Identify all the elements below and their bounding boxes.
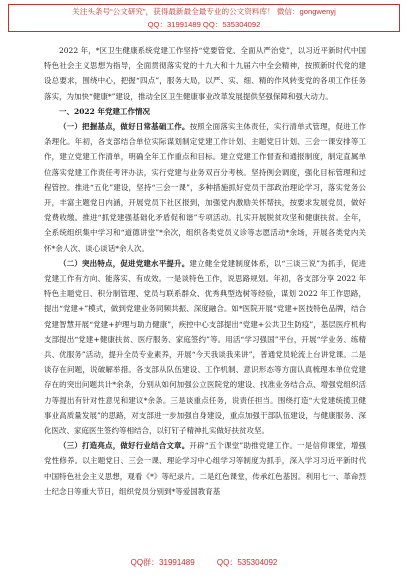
subsection-3 (44, 438, 366, 499)
subsection-2-title: （二）突出特点，促进党建水平提升。 (59, 258, 190, 268)
section-heading: 一、2022 年党建工作情况 (59, 106, 150, 116)
subsection-1-text: 按照全面落实主体责任，实行清单式管理，促进工作条理化。年初，各支部结合单位实际谋划制定党建工作计划、主题党日计划、三会一课安排等工作，建立党建工作清单，明确全年工作重点和目标。建立党建工作督查和通报制度，制定直属单位落实党建工作责任考评办法，实行党建与业务双百分考核。坚持例会调度，强化目标管理和过程管控。推进“五化”建设，坚持“三会一课”，多种措施抓好党员干部政治理论学习，落实党务公开，丰富主题党日内涵，开展党员下社区报到，加强党内激励关怀帮扶，按要求发展党员，做好党费收缴。推进“抓党建强基础化矛盾促和谐”专项活动。扎实开展脱贫攻坚和健康扶贫。全年，全系统组织集中学习和“道德讲堂”*余次，组织各类党员义诊等志愿活动*余场，开展各类党内关怀*余人次、谈心谈话*余人次。 (44, 122, 367, 253)
subsection-2 (44, 256, 366, 438)
footer-qq: QQ：535304092 (216, 558, 278, 567)
page-footer (0, 557, 408, 568)
subsection-3-title: （三）打造亮点，做好行业结合文章。 (59, 441, 190, 451)
subsection-2-text: 建立健全党建制度体系，以“三谈三说”为抓手，促进党建工作有方向、能落实、有成效。一是谈特色工作，说思路规划。年初，各支部分享 2022 年特色主题党日、积分制管理、党员与联系群众、优秀典型选树等经验，谋划 2022 年工作思路，提出“党建+”模式，做到党建业务同频共振、深度融合。如*医院开展“党建+医技特色品牌，结合党建智慧开展“党建+护理与助力健康”，疾控中心支部提出“党建+公共卫生防疫”，基层医疗机构支部提出“党建+健康扶贫、医疗服务、家庭签约”等。用活“学习强国”平台，开展“学业务、练精兵、优服务”活动，提升全员专业素养，开展“今天我谈我来讲”，普通党员轮流上台讲党课。二是谈存在问题，说破解举措。各支部从队伍建设、工作机制、意识形态等方面认真梳理本单位党建存在的突出问题共计*余条，分别从如何加强公立医院党的建设、找准业务结合点、增强党组织活力等提出有针对性意见和建议*余条。三是谈重点任务，说责任担当。围绕打造“大党建统揽卫健事业高质量发展”的思路，对支部进一步加强自身建设，重点加强干部队伍建设，与健康服务、深化医改、家庭医生签约等相结合，以钉钉子精神扎实做好扶贫攻坚。 (44, 258, 366, 436)
subsection-1 (44, 119, 366, 256)
promo-qq-line: QQ：31991489 QQ：535304092 (147, 19, 261, 29)
subsection-1-title: （一）把握基点，做好日常基础工作。 (59, 122, 190, 132)
subsection-3-text: 开辟“五个课堂”助推党建工作。一是信仰课堂，增强党性修养。以主题党日、三会一课、理论学习中心组学习等制度为抓手，深入学习习近平新时代中国特色社会主义思想，观看《*》等纪录片。二是红色课堂，传承红色基因。利用七一、革命烈士纪念日等重大节日，组织党员分别到*等爱国教育基 (44, 441, 366, 496)
promo-line: 关注头条号“公文研究”，获得最新最全最专业的公文资料库！ 微信：gongwenyj (72, 7, 336, 16)
footer-qq-group: QQ群：31991489 (130, 558, 195, 567)
promo-header (8, 4, 400, 32)
document-body (44, 43, 366, 499)
intro-paragraph: 2022 年，*区卫生健康系统党建工作坚持“党要管党、全面从严治党”，以习近平新时代中国特色社会主义思想为指导，全面贯彻落实党的十九大和十九届六中全会精神，按照新时代党的建设总要求，围绕中心，把握“四点”，服务大局，以严、实、细、精的作风转变党的各项工作任务落实，为加快“健康*”建设，推动全区卫生健康事业改革发展提供坚强保障和强大动力。 (44, 46, 366, 101)
